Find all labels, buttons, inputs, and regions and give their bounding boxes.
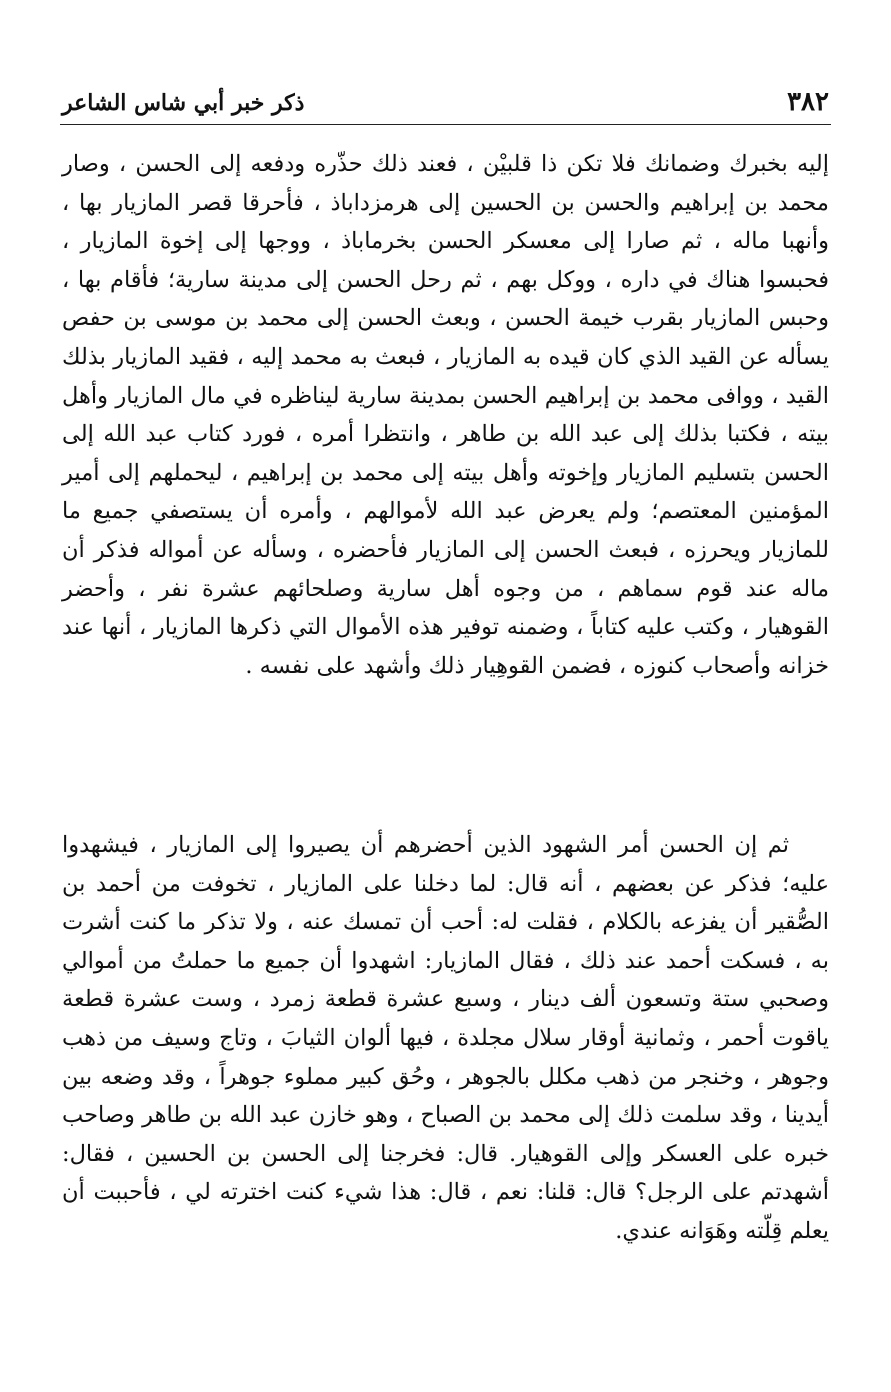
- page-number: ٣٨٢: [787, 87, 829, 117]
- chapter-title: ذكر خبر أبي شاس الشاعر: [62, 90, 305, 116]
- paragraph-2: ثم إن الحسن أمر الشهود الذين أحضرهم أن يصيروا إلى المازيار ، فيشهدوا عليه؛ فذكر عن بعضهم ، أنه قال: لما دخلنا على المازيار ، تخوفت من أحمد بن الصُّقير أن يفزعه بالكلام ، فقلت له: أحب أن تمسك عنه ، ولا تذكر ما كنت أشرت به ، فسكت أحمد عند ذلك ، فقال المازيار: اشهدوا أن جميع ما حملتُ من أموالي وصحبي ستة وتسعون ألف دينار ، وسبع عشرة قطعة زمرد ، وست عشرة قطعة ياقوت أحمر ، وثمانية أوقار سلال مجلدة ، فيها ألوان الثيابَ ، وتاج وسيف من ذهب وجوهر ، وخنجر من ذهب مكلل بالجوهر ، وحُق كبير مملوء جوهراً ، وقد وضعه بين أيدينا ، وقد سلمت ذلك إلى محمد بن الصباح ، وهو خازن عبد الله بن طاهر وصاحب خبره على العسكر وإلى القوهيار. قال: فخرجنا إلى الحسن بن الحسين ، فقال: أشهدتم على الرجل؟ قال: قلنا: نعم ، قال: هذا شيء كنت اخترته لي ، فأحببت أن يعلم قِلّته وهَوَانه عندي.: [62, 832, 829, 1244]
- running-header: [60, 84, 831, 125]
- paragraph-1: إليه بخبرك وضمانك فلا تكن ذا قلبيْن ، فعند ذلك حذّره ودفعه إلى الحسن ، وصار محمد بن إبراهيم والحسن بن الحسين إلى هرمزداباذ ، فأحرقا قصر المازيار بها ، وأنهبا ماله ، ثم صارا إلى معسكر الحسن بخرماباذ ، ووجها إلى إخوة المازيار ، فحبسوا هناك في داره ، ووكل بهم ، ثم رحل الحسن إلى مدينة سارية؛ فأقام بها ، وحبس المازيار بقرب خيمة الحسن ، وبعث الحسن إلى محمد بن موسى بن حفص يسأله عن القيد الذي كان قيده به المازيار ، فبعث به محمد إليه ، فقيد المازيار بذلك القيد ، ووافى محمد بن إبراهيم الحسن بمدينة سارية ليناظره في مال المازيار وأهل بيته ، فكتبا بذلك إلى عبد الله بن طاهر ، وانتظرا أمره ، فورد كتاب عبد الله إلى الحسن بتسليم المازيار وإخوته وأهل بيته إلى محمد بن إبراهيم ، ليحملهم إلى أمير المؤمنين المعتصم؛ ولم يعرض عبد الله لأموالهم ، وأمره أن يستصفي جميع ما للمازيار ويحرزه ، فبعث الحسن إلى المازيار فأحضره ، وسأله عن أمواله فذكر أن ماله عند قوم سماهم ، من وجوه أهل سارية وصلحائهم عشرة نفر ، وأحضر القوهيار ، وكتب عليه كتاباً ، وضمنه توفير هذه الأموال التي ذكرها المازيار ، أنها عند خزانه وأصحاب كنوزه ، فضمن القوهِيار ذلك وأشهد على نفسه .: [62, 151, 829, 679]
